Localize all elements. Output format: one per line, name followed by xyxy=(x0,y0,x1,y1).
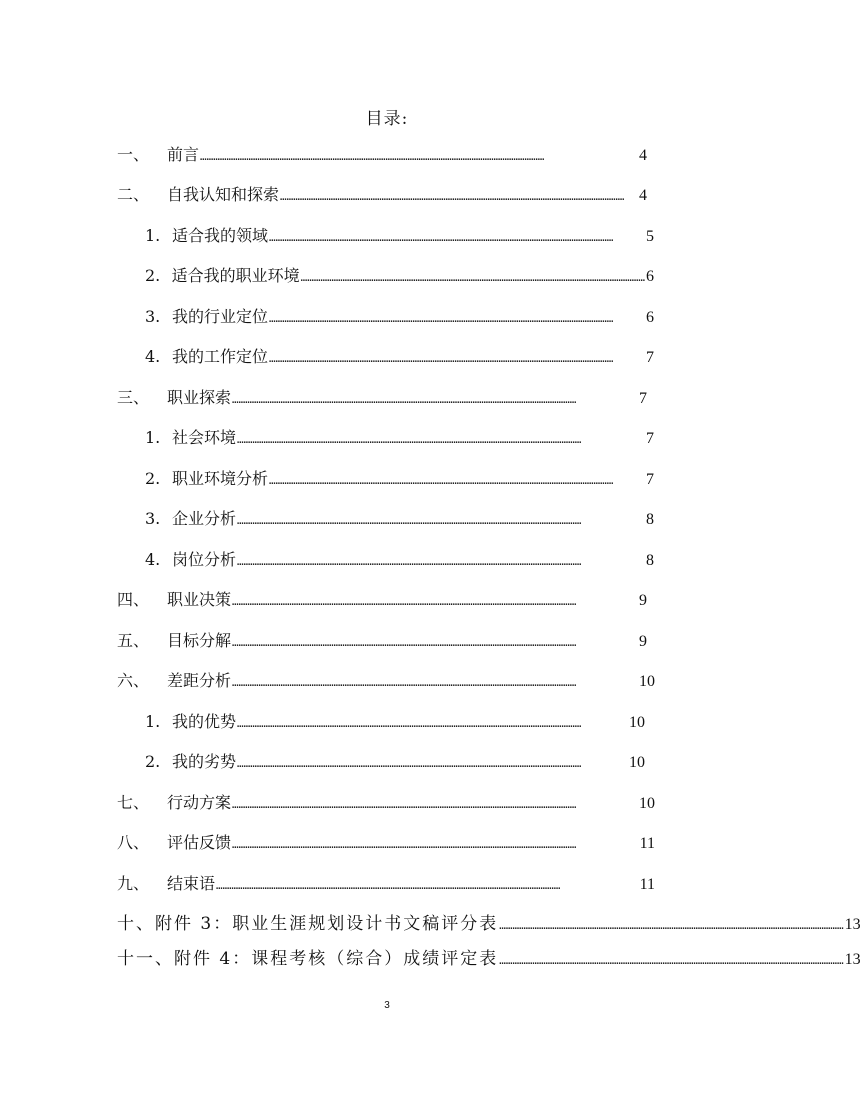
toc-entry[interactable] xyxy=(145,223,654,249)
toc-entry-text: 结束语 xyxy=(167,874,216,893)
toc-entry[interactable] xyxy=(145,304,654,330)
toc-leader-dots: ………………………………………………………………………………………………………………………………………… xyxy=(232,595,577,608)
toc-leader-dots: ………………………………………………………………………………………………………………………………………… xyxy=(237,717,582,730)
toc-entry-page: 9 xyxy=(639,592,647,609)
toc-leader-dots: ………………………………………………………………………………………………………………………………………… xyxy=(300,271,645,284)
toc-leader-dots: ………………………………………………………………………………………………………………………………………… xyxy=(499,919,844,932)
toc-entry-page: 4 xyxy=(639,147,647,164)
toc-leader-dots: ………………………………………………………………………………………………………………………………………… xyxy=(200,150,545,163)
toc-entry-text: 行动方案 xyxy=(167,793,232,812)
toc-entry[interactable] xyxy=(117,871,655,897)
toc-entry-number: 4. xyxy=(145,550,161,569)
toc-leader-dots: ………………………………………………………………………………………………………………………………………… xyxy=(232,393,577,406)
toc-entry[interactable] xyxy=(117,946,861,972)
toc-entry-number: 1. xyxy=(145,712,161,731)
toc-entry-page: 6 xyxy=(646,309,654,326)
toc-entry-number: 3. xyxy=(145,307,161,326)
toc-entry-page: 7 xyxy=(646,430,654,447)
toc-entry-text: 企业分析 xyxy=(172,509,237,528)
toc-leader-dots: ………………………………………………………………………………………………………………………………………… xyxy=(280,190,625,203)
toc-entry-number: 1. xyxy=(145,428,161,447)
toc-entry-text: 我的优势 xyxy=(172,712,237,731)
toc-entry-page: 9 xyxy=(639,633,647,650)
toc-entry-text: 目标分解 xyxy=(167,631,232,650)
toc-leader-dots: ………………………………………………………………………………………………………………………………………… xyxy=(269,231,614,244)
toc-entry[interactable] xyxy=(117,587,647,613)
toc-entry[interactable] xyxy=(145,749,645,775)
toc-title: 目录: xyxy=(365,109,409,129)
toc-entry-page: 4 xyxy=(639,187,647,204)
toc-entry-text: 岗位分析 xyxy=(172,550,237,569)
toc-entry-number: 2. xyxy=(145,266,161,285)
toc-entry-number: 九、 xyxy=(117,874,150,893)
toc-entry-page: 7 xyxy=(646,471,654,488)
toc-entry[interactable] xyxy=(117,668,655,694)
toc-leader-dots: ………………………………………………………………………………………………………………………………………… xyxy=(216,879,561,892)
toc-entry-page: 7 xyxy=(639,390,647,407)
toc-entry-number: 八、 xyxy=(117,833,150,852)
toc-leader-dots: ………………………………………………………………………………………………………………………………………… xyxy=(237,757,582,770)
toc-entry-text: 附件 3：职业生涯规划设计书文稿评分表 xyxy=(155,914,499,934)
toc-entry-page: 7 xyxy=(646,349,654,366)
page-number: 3 xyxy=(384,1000,390,1011)
toc-entry-page: 5 xyxy=(646,228,654,245)
toc-entry-text: 附件 4：课程考核（综合）成绩评定表 xyxy=(174,949,499,969)
toc-entry[interactable] xyxy=(117,911,861,937)
toc-entry[interactable] xyxy=(117,142,647,168)
toc-entry-number: 一、 xyxy=(117,145,150,164)
toc-entry-number: 六、 xyxy=(117,671,150,690)
toc-entry-text: 适合我的职业环境 xyxy=(171,266,300,285)
toc-entry-text: 职业决策 xyxy=(167,590,232,609)
toc-leader-dots: ………………………………………………………………………………………………………………………………………… xyxy=(237,555,582,568)
toc-entry[interactable] xyxy=(145,506,654,532)
toc-entry-number: 三、 xyxy=(117,388,150,407)
toc-entry-number: 4. xyxy=(145,347,161,366)
toc-entry-number: 二、 xyxy=(117,185,150,204)
toc-leader-dots: ………………………………………………………………………………………………………………………………………… xyxy=(232,676,577,689)
toc-leader-dots: ………………………………………………………………………………………………………………………………………… xyxy=(269,474,614,487)
toc-entry-text: 职业探索 xyxy=(167,388,232,407)
toc-leader-dots: ………………………………………………………………………………………………………………………………………… xyxy=(232,838,577,851)
toc-entry[interactable] xyxy=(117,182,647,208)
toc-entry[interactable] xyxy=(145,425,654,451)
toc-entry-number: 五、 xyxy=(117,631,150,650)
toc-leader-dots: ………………………………………………………………………………………………………………………………………… xyxy=(237,433,582,446)
toc-entry[interactable] xyxy=(117,830,655,856)
toc-entry-page: 10 xyxy=(639,673,655,690)
toc-entry-text: 前言 xyxy=(167,145,200,164)
toc-entry-page: 8 xyxy=(646,511,654,528)
toc-entry-page: 13 xyxy=(844,951,861,968)
toc-entry-number: 3. xyxy=(145,509,161,528)
toc-entry-text: 评估反馈 xyxy=(167,833,232,852)
toc-entry-page: 10 xyxy=(639,795,655,812)
toc-entry-number: 十、 xyxy=(117,914,155,934)
toc-entry-text: 我的行业定位 xyxy=(172,307,269,326)
toc-entry-page: 11 xyxy=(639,835,655,852)
toc-entry-number: 2. xyxy=(145,469,161,488)
toc-entry[interactable] xyxy=(117,628,647,654)
toc-entry-number: 七、 xyxy=(117,793,150,812)
toc-entry[interactable] xyxy=(117,790,655,816)
toc-entry-page: 6 xyxy=(646,268,654,285)
toc-entry-page: 8 xyxy=(646,552,654,569)
toc-entry-text: 职业环境分析 xyxy=(172,469,269,488)
toc-leader-dots: ………………………………………………………………………………………………………………………………………… xyxy=(269,352,614,365)
toc-entry-text: 适合我的领域 xyxy=(172,226,269,245)
toc-entry-number: 2. xyxy=(145,752,161,771)
toc-entry-page: 11 xyxy=(639,876,655,893)
toc-leader-dots: ………………………………………………………………………………………………………………………………………… xyxy=(269,312,614,325)
toc-entry-number: 四、 xyxy=(117,590,150,609)
toc-entry[interactable] xyxy=(145,344,654,370)
toc-leader-dots: ………………………………………………………………………………………………………………………………………… xyxy=(499,954,844,967)
toc-entry-text: 自我认知和探索 xyxy=(167,185,280,204)
toc-entry-page: 10 xyxy=(629,714,645,731)
toc-leader-dots: ………………………………………………………………………………………………………………………………………… xyxy=(232,798,577,811)
toc-leader-dots: ………………………………………………………………………………………………………………………………………… xyxy=(237,514,582,527)
toc-entry-text: 差距分析 xyxy=(167,671,232,690)
toc-entry-number: 1. xyxy=(145,226,161,245)
toc-entry[interactable] xyxy=(145,709,645,735)
toc-entry-page: 10 xyxy=(629,754,645,771)
toc-entry-text: 我的劣势 xyxy=(172,752,237,771)
toc-entry[interactable] xyxy=(145,466,654,492)
toc-entry-page: 13 xyxy=(844,916,861,933)
toc-leader-dots: ………………………………………………………………………………………………………………………………………… xyxy=(232,636,577,649)
toc-entry-text: 我的工作定位 xyxy=(172,347,269,366)
toc-entry[interactable] xyxy=(145,263,654,289)
toc-entry[interactable] xyxy=(117,385,647,411)
toc-entry-text: 社会环境 xyxy=(172,428,237,447)
toc-entry-number: 十一、 xyxy=(117,949,174,969)
toc-entry[interactable] xyxy=(145,547,654,573)
